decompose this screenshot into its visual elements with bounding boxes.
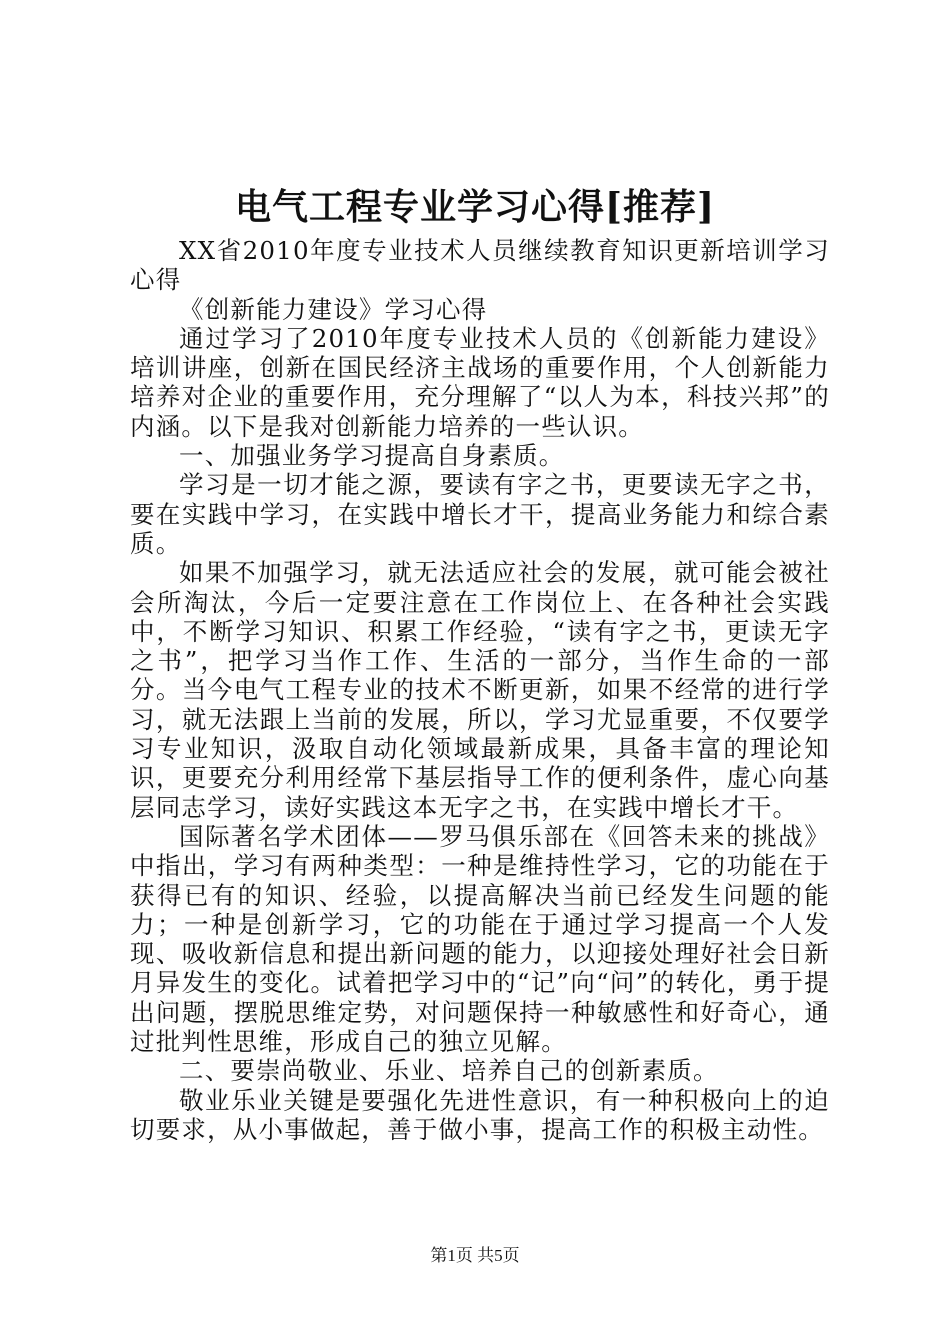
section-heading: 二、要崇尚敬业、乐业、培养自己的创新素质。 (179, 1056, 719, 1086)
paragraph: 如果不加强学习，就无法适应社会的发展，就可能会被社会所淘汰，今后一定要注意在工作岗位上、在各种社会实践中，不断学习知识、积累工作经验，“读有字之书，更读无字之书”，把学习当作工作、生活的一部分，当作生命的一部分。当今电气工程专业的技术不断更新，如果不经常的进行学习，就无法跟上当前的发展，所以，学习尤显重要，不仅要学习专业知识，汲取自动化领域最新成果，具备丰富的理论知识，更要充分利用经常下基层指导工作的便利条件，虚心向基层同志学习，读好实践这本无字之书，在实践中增长才干。 (130, 558, 830, 822)
paragraph: 通过学习了2010年度专业技术人员的《创新能力建设》培训讲座，创新在国民经济主战场的重要作用，个人创新能力培养对企业的重要作用，充分理解了“以人为本，科技兴邦”的内涵。以下是我对创新能力培养的一些认识。 (130, 323, 830, 441)
paragraph-subtitle: XX省2010年度专业技术人员继续教育知识更新培训学习心得 (130, 236, 830, 295)
page-number-footer: 第1页 共5页 (430, 1246, 520, 1265)
paragraph: 敬业乐业关键是要强化先进性意识，有一种积极向上的迫切要求，从小事做起，善于做小事，提高工作的积极主动性。 (130, 1085, 830, 1144)
paragraph-heading: 《创新能力建设》学习心得 (179, 294, 488, 324)
paragraph: 国际著名学术团体——罗马俱乐部在《回答未来的挑战》中指出，学习有两种类型：一种是维持性学习，它的功能在于获得已有的知识、经验，以提高解决当前已经发生问题的能力；一种是创新学习，它的功能在于通过学习提高一个人发现、吸收新信息和提出新问题的能力，以迎接处理好社会日新月异发生的变化。试着把学习中的“记”向“问”的转化，勇于提出问题，摆脱思维定势，对问题保持一种敏感性和好奇心，通过批判性思维，形成自己的独立见解。 (130, 821, 830, 1057)
paragraph: 学习是一切才能之源，要读有字之书，更要读无字之书，要在实践中学习，在实践中增长才干，提高业务能力和综合素质。 (130, 470, 830, 558)
document-title: 电气工程专业学习心得[推荐] (234, 186, 716, 228)
document-body (130, 236, 830, 1144)
section-heading: 一、加强业务学习提高自身素质。 (179, 441, 565, 471)
